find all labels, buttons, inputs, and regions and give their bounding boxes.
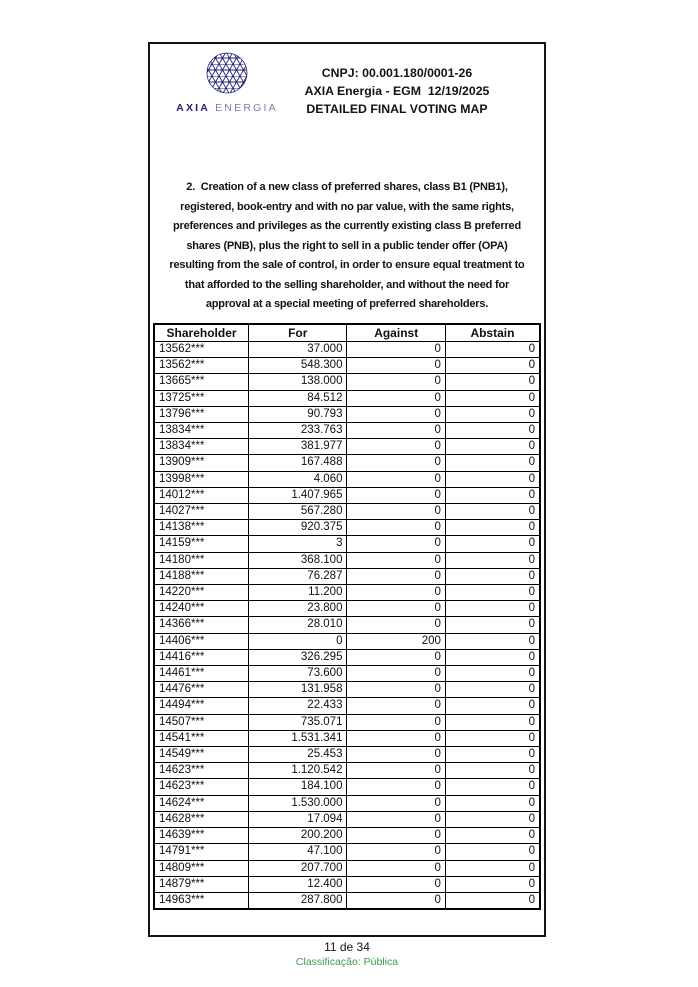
table-row [154, 811, 540, 827]
cnpj-line: CNPJ: 00.001.180/0001-26 [321, 66, 473, 80]
table-row [154, 585, 540, 601]
vote-count-cell: 0 [445, 455, 540, 471]
vote-count-cell: 0 [445, 487, 540, 503]
vote-count-cell: 1.530.000 [249, 795, 347, 811]
table-header-row [154, 324, 540, 342]
table-row [154, 406, 540, 422]
vote-count-cell: 0 [445, 828, 540, 844]
page-footer [148, 940, 546, 969]
vote-count-cell: 0 [347, 423, 445, 439]
shareholder-cell: 14809*** [154, 860, 249, 876]
table-row [154, 747, 540, 763]
table-row [154, 763, 540, 779]
vote-count-cell: 233.763 [249, 423, 347, 439]
shareholder-cell: 14188*** [154, 568, 249, 584]
shareholder-cell: 13562*** [154, 358, 249, 374]
table-row [154, 568, 540, 584]
vote-count-cell: 0 [347, 779, 445, 795]
shareholder-cell: 14541*** [154, 730, 249, 746]
vote-count-cell: 0 [347, 471, 445, 487]
vote-count-cell: 0 [445, 779, 540, 795]
vote-count-cell: 0 [347, 374, 445, 390]
table-row [154, 714, 540, 730]
table-row [154, 342, 540, 358]
shareholder-cell: 14476*** [154, 682, 249, 698]
vote-count-cell: 0 [445, 504, 540, 520]
vote-count-cell: 0 [347, 666, 445, 682]
shareholder-cell: 14507*** [154, 714, 249, 730]
vote-count-cell: 0 [445, 617, 540, 633]
vote-count-cell: 0 [445, 439, 540, 455]
vote-count-cell: 0 [445, 552, 540, 568]
vote-count-cell: 735.071 [249, 714, 347, 730]
header-text-block [250, 64, 544, 118]
shareholder-cell: 14639*** [154, 828, 249, 844]
vote-count-cell: 0 [445, 795, 540, 811]
vote-count-cell: 90.793 [249, 406, 347, 422]
table-row [154, 390, 540, 406]
agenda-text-line: approval at a special meeting of preferred shareholders. [205, 298, 489, 310]
vote-count-cell: 1.120.542 [249, 763, 347, 779]
shareholder-cell: 14180*** [154, 552, 249, 568]
faceted-globe-icon [205, 52, 249, 101]
shareholder-cell: 13834*** [154, 423, 249, 439]
shareholder-cell: 14879*** [154, 876, 249, 892]
vote-count-cell: 0 [347, 876, 445, 892]
table-row [154, 828, 540, 844]
vote-count-cell: 0 [347, 504, 445, 520]
vote-count-cell: 0 [445, 568, 540, 584]
vote-count-cell: 84.512 [249, 390, 347, 406]
vote-count-cell: 131.958 [249, 682, 347, 698]
vote-count-cell: 0 [445, 649, 540, 665]
table-row [154, 892, 540, 909]
agenda-item-text [150, 178, 544, 315]
agenda-text-line: that afforded to the selling shareholder, and without the need for [184, 278, 510, 291]
shareholder-cell: 14366*** [154, 617, 249, 633]
vote-count-cell: 184.100 [249, 779, 347, 795]
vote-count-cell: 0 [347, 568, 445, 584]
column-header-shareholder: Shareholder [154, 324, 249, 342]
classification-label: Classificação: Pública [295, 956, 399, 968]
vote-count-cell: 25.453 [249, 747, 347, 763]
vote-count-cell: 0 [347, 811, 445, 827]
table-row [154, 779, 540, 795]
shareholder-cell: 14791*** [154, 844, 249, 860]
document-header [150, 44, 544, 162]
vote-count-cell: 287.800 [249, 892, 347, 909]
vote-count-cell: 0 [445, 406, 540, 422]
vote-count-cell: 0 [445, 811, 540, 827]
table-row [154, 633, 540, 649]
shareholder-cell: 13725*** [154, 390, 249, 406]
vote-count-cell: 23.800 [249, 601, 347, 617]
vote-count-cell: 0 [445, 423, 540, 439]
shareholder-cell: 13796*** [154, 406, 249, 422]
table-row [154, 617, 540, 633]
vote-count-cell: 0 [347, 860, 445, 876]
vote-count-cell: 0 [347, 714, 445, 730]
vote-count-cell: 0 [347, 795, 445, 811]
vote-count-cell: 0 [249, 633, 347, 649]
table-row [154, 423, 540, 439]
shareholder-cell: 14138*** [154, 520, 249, 536]
vote-count-cell: 0 [445, 536, 540, 552]
vote-count-cell: 0 [445, 844, 540, 860]
table-row [154, 698, 540, 714]
vote-count-cell: 1.407.965 [249, 487, 347, 503]
vote-count-cell: 0 [445, 763, 540, 779]
shareholder-cell: 14416*** [154, 649, 249, 665]
vote-count-cell: 0 [445, 714, 540, 730]
vote-count-cell: 0 [347, 828, 445, 844]
vote-count-cell: 0 [445, 698, 540, 714]
vote-count-cell: 3 [249, 536, 347, 552]
vote-count-cell: 0 [445, 666, 540, 682]
vote-count-cell: 0 [445, 747, 540, 763]
vote-count-cell: 0 [445, 876, 540, 892]
table-row [154, 487, 540, 503]
shareholder-cell: 14461*** [154, 666, 249, 682]
vote-count-cell: 0 [445, 601, 540, 617]
vote-count-cell: 76.287 [249, 568, 347, 584]
shareholder-cell: 14623*** [154, 779, 249, 795]
vote-count-cell: 0 [347, 844, 445, 860]
vote-count-cell: 548.300 [249, 358, 347, 374]
table-row [154, 552, 540, 568]
vote-count-cell: 138.000 [249, 374, 347, 390]
vote-count-cell: 0 [347, 601, 445, 617]
vote-count-cell: 0 [445, 471, 540, 487]
shareholder-cell: 14159*** [154, 536, 249, 552]
table-row [154, 844, 540, 860]
shareholder-cell: 14624*** [154, 795, 249, 811]
vote-count-cell: 0 [347, 358, 445, 374]
vote-count-cell: 0 [347, 552, 445, 568]
column-header-against: Against [347, 324, 445, 342]
vote-count-cell: 0 [347, 698, 445, 714]
vote-count-cell: 0 [445, 633, 540, 649]
vote-count-cell: 920.375 [249, 520, 347, 536]
vote-count-cell: 0 [347, 520, 445, 536]
vote-count-cell: 0 [347, 649, 445, 665]
vote-count-cell: 0 [445, 892, 540, 909]
table-row [154, 666, 540, 682]
vote-count-cell: 0 [347, 617, 445, 633]
shareholder-cell: 14963*** [154, 892, 249, 909]
shareholder-cell: 14628*** [154, 811, 249, 827]
vote-count-cell: 0 [347, 342, 445, 358]
vote-count-cell: 368.100 [249, 552, 347, 568]
table-row [154, 682, 540, 698]
vote-count-cell: 0 [347, 406, 445, 422]
agenda-text-line: registered, book-entry and with no par value, with the same rights, [180, 200, 514, 213]
page-number: 11 de 34 [324, 940, 370, 954]
agenda-text-line: resulting from the sale of control, in order to ensure equal treatment to [169, 259, 525, 271]
table-row [154, 504, 540, 520]
column-header-for: For [249, 324, 347, 342]
vote-count-cell: 0 [347, 747, 445, 763]
table-row [154, 471, 540, 487]
vote-count-cell: 381.977 [249, 439, 347, 455]
agenda-text-line: 2. Creation of a new class of preferred shares, class B1 (PNB1), [186, 181, 508, 193]
table-row [154, 455, 540, 471]
vote-count-cell: 11.200 [249, 585, 347, 601]
vote-count-cell: 0 [347, 682, 445, 698]
vote-count-cell: 0 [445, 358, 540, 374]
shareholder-cell: 13665*** [154, 374, 249, 390]
shareholder-cell: 14406*** [154, 633, 249, 649]
agenda-text-line: preferences and privileges as the currently existing class B preferred [173, 220, 521, 232]
logo-brand-secondary: ENERGIA [215, 102, 278, 114]
shareholder-cell: 14027*** [154, 504, 249, 520]
vote-count-cell: 0 [445, 860, 540, 876]
table-row [154, 876, 540, 892]
shareholder-cell: 13909*** [154, 455, 249, 471]
vote-count-cell: 200 [347, 633, 445, 649]
vote-count-cell: 0 [347, 585, 445, 601]
shareholder-cell: 14623*** [154, 763, 249, 779]
vote-count-cell: 0 [347, 536, 445, 552]
vote-count-cell: 0 [445, 682, 540, 698]
table-row [154, 520, 540, 536]
vote-count-cell: 0 [347, 455, 445, 471]
vote-count-cell: 0 [445, 730, 540, 746]
voting-table [153, 323, 541, 910]
vote-count-cell: 0 [347, 390, 445, 406]
vote-count-cell: 0 [445, 342, 540, 358]
vote-count-cell: 0 [347, 892, 445, 909]
vote-count-cell: 167.488 [249, 455, 347, 471]
document-title: DETAILED FINAL VOTING MAP [306, 102, 488, 116]
vote-count-cell: 0 [347, 439, 445, 455]
vote-count-cell: 326.295 [249, 649, 347, 665]
table-row [154, 860, 540, 876]
table-row [154, 795, 540, 811]
vote-count-cell: 22.433 [249, 698, 347, 714]
agenda-text-line: shares (PNB), plus the right to sell in a public tender offer (OPA) [186, 239, 508, 252]
vote-count-cell: 207.700 [249, 860, 347, 876]
table-row [154, 649, 540, 665]
vote-count-cell: 0 [347, 487, 445, 503]
shareholder-cell: 14012*** [154, 487, 249, 503]
vote-count-cell: 0 [347, 763, 445, 779]
shareholder-cell: 14240*** [154, 601, 249, 617]
table-row [154, 536, 540, 552]
document-border-box [148, 42, 546, 937]
vote-count-cell: 0 [445, 390, 540, 406]
vote-count-cell: 567.280 [249, 504, 347, 520]
meeting-line: AXIA Energia - EGM 12/19/2025 [304, 84, 490, 98]
table-row [154, 358, 540, 374]
vote-count-cell: 37.000 [249, 342, 347, 358]
vote-count-cell: 17.094 [249, 811, 347, 827]
vote-count-cell: 0 [445, 585, 540, 601]
vote-count-cell: 12.400 [249, 876, 347, 892]
vote-count-cell: 0 [445, 374, 540, 390]
vote-count-cell: 47.100 [249, 844, 347, 860]
shareholder-cell: 14549*** [154, 747, 249, 763]
vote-count-cell: 73.600 [249, 666, 347, 682]
table-row [154, 374, 540, 390]
vote-count-cell: 1.531.341 [249, 730, 347, 746]
table-row [154, 601, 540, 617]
logo-brand-primary: AXIA [176, 102, 211, 114]
column-header-abstain: Abstain [445, 324, 540, 342]
table-row [154, 439, 540, 455]
shareholder-cell: 13834*** [154, 439, 249, 455]
shareholder-cell: 14494*** [154, 698, 249, 714]
shareholder-cell: 13562*** [154, 342, 249, 358]
vote-count-cell: 4.060 [249, 471, 347, 487]
shareholder-cell: 14220*** [154, 585, 249, 601]
table-row [154, 730, 540, 746]
vote-count-cell: 28.010 [249, 617, 347, 633]
vote-count-cell: 200.200 [249, 828, 347, 844]
vote-count-cell: 0 [347, 730, 445, 746]
shareholder-cell: 13998*** [154, 471, 249, 487]
vote-count-cell: 0 [445, 520, 540, 536]
